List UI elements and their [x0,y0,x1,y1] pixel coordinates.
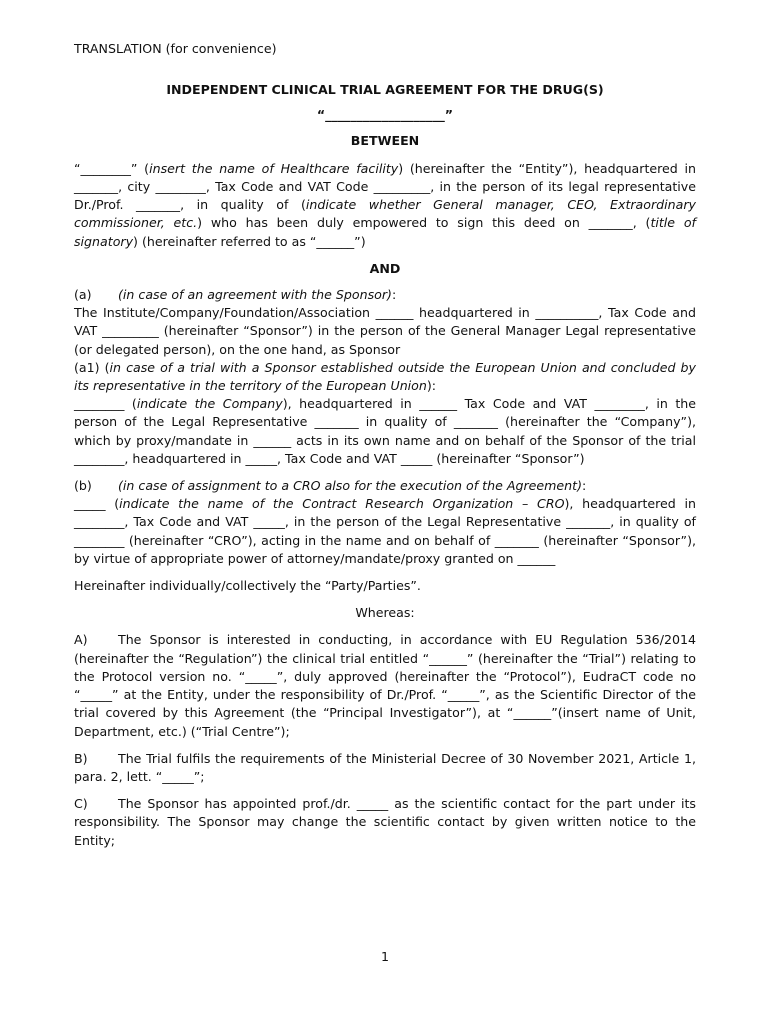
cro-text: ), headquartered in ________, Tax Code and VAT _____, in the person of the Legal Representative _______, in quality of ________ (hereinafter “CRO”), acting in the name and on behalf of _______ (hereinafter “Sponsor”), by virtue of appropriate power of attorney/mandate/proxy granted on ______ [74,496,697,566]
colon: : [391,287,397,303]
clause-label: (a) [74,287,92,303]
whereas-item [74,795,696,850]
clause-title: (in case of assignment to a CRO also for the execution of the Agreement) [118,478,582,494]
whereas-item [74,750,696,786]
colon: : [581,478,587,494]
a1-instruction: indicate the Company [136,396,283,412]
entity-text: ) (hereinafter the “Entity”), headquartered in _______, city ________, Tax Code and VAT Code _________, in the person of its legal representative Dr./Prof. _______, in quality of ( [74,160,697,213]
drug-name-blank: “___________________” [316,107,454,123]
entity-instruction: indicate whether General manager, CEO, Extraordinary commissioner, etc. [74,197,696,231]
entity-paragraph [74,160,696,251]
whereas-label: A) [74,632,88,648]
and-heading: AND [369,260,401,276]
entity-text: ) who has been duly empowered to sign this deed on _______, ( [197,215,651,231]
entity-instruction: title of signatory [74,215,696,249]
whereas-text: The Sponsor has appointed prof./dr. _____ as the scientific contact for the part under its responsibility. The Sponsor may change the scientific contact by given written notice to the Entity; [74,796,696,848]
whereas-text: The Trial fulfils the requirements of the Ministerial Decree of 30 November 2021, Article 1, para. 2, lett. “_____”; [74,750,696,784]
whereas-heading: Whereas: [355,605,415,621]
whereas-item [74,631,696,740]
document-page [74,40,696,859]
clause-title: (in case of an agreement with the Sponsor) [118,287,392,303]
entity-instruction: insert the name of Healthcare facility [149,160,399,176]
a1-text: ), headquartered in ______ Tax Code and VAT ________, in the person of the Legal Representative _______ in quality of _______ (hereinafter the “Company”), which by proxy/mandate in ______ acts in its own name and on behalf of the Sponsor of the trial ________, headquartered in _____, Tax Code and VAT _____ (hereinafter “Sponsor”) [74,396,697,466]
page-number: 1 [380,949,389,964]
translation-note: TRANSLATION (for convenience) [74,41,277,56]
entity-text: ) (hereinafter referred to as “______”) [133,233,366,249]
whereas-label: C) [74,796,88,812]
entity-text: “________” ( [74,160,150,176]
sponsor-a-text: The Institute/Company/Foundation/Association ______ headquartered in __________, Tax Code and VAT _________ (hereinafter “Sponsor”) in the person of the General Manager Legal representative (or delegated person), on the one hand, as Sponsor [74,305,696,357]
clause-a1-title: in case of a trial with a Sponsor established outside the European Union and concluded by its representative in the territory of the European Union [74,359,696,394]
sponsor-paragraph-a [74,286,696,468]
cro-instruction: indicate the name of the Contract Research Organization – CRO [119,496,565,512]
a1-text: ________ ( [74,396,137,412]
whereas-text: The Sponsor is interested in conducting, in accordance with EU Regulation 536/2014 (hereinafter the “Regulation”) the clinical trial entitled “______” (hereinafter the “Trial”) relating to the Protocol version no. “_____”, duly approved (hereinafter the “Protocol”), EudraCT code no “_____” at the Entity, under the responsibility of Dr./Prof. “_____”, as the Scientific Director of the trial covered by this Agreement (the “Principal Investigator”), at “______”(insert name of Unit, Department, etc.) (“Trial Centre”); [74,632,696,739]
whereas-label: B) [74,750,88,766]
clause-a1-prefix: (a1) ( [74,359,110,375]
clause-label: (b) [74,478,92,494]
clause-a1-suffix: ): [426,378,437,394]
between-heading: BETWEEN [350,132,420,148]
cro-text: _____ ( [74,496,120,512]
cro-paragraph-b [74,477,696,568]
parties-definition: Hereinafter individually/collectively the “Party/Parties”. [74,578,421,594]
agreement-title: INDEPENDENT CLINICAL TRIAL AGREEMENT FOR THE DRUG(S) [166,82,604,98]
